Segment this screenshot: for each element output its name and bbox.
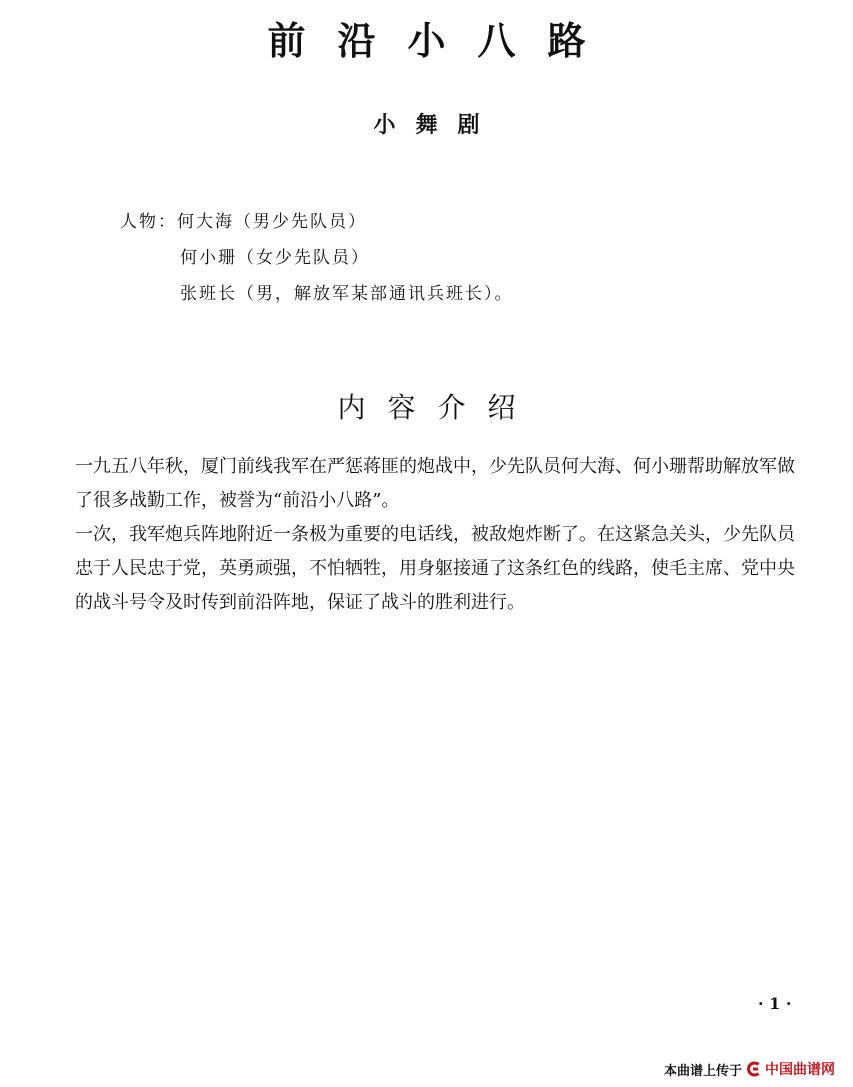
character-row <box>120 204 514 240</box>
page-title: 前沿小八路 <box>267 19 618 63</box>
page-number <box>758 994 791 1013</box>
characters-label: 人物： <box>120 212 177 232</box>
section-heading: 内容介绍 <box>337 391 538 424</box>
character-entry: 何小珊（女少先队员） <box>180 248 370 268</box>
character-row <box>120 276 514 312</box>
page-number-value: 1 <box>769 994 781 1013</box>
bullet-icon: · <box>785 994 792 1013</box>
character-row <box>120 240 514 276</box>
bullet-icon: · <box>758 994 764 1013</box>
page-subtitle: 小舞剧 <box>373 113 500 138</box>
upload-footer <box>664 1058 849 1080</box>
intro-paragraph: 一次，我军炮兵阵地附近一条极为重要的电话线，被敌炮炸断了。在这紧急关头，少先队员忠于人民忠于党，英勇顽强，不怕牺牲，用身躯接通了这条红色的线路，使毛主席、党中央的战斗号令及时传到前沿阵地，保证了战斗的胜利进行。 <box>75 524 795 613</box>
character-list <box>120 204 514 312</box>
footer-label: 本曲谱上传于 <box>664 1063 743 1079</box>
character-entry: 张班长（男，解放军某部通讯兵班长）。 <box>180 284 514 304</box>
footer-site-name[interactable]: 中国曲谱网 <box>765 1062 836 1078</box>
red-c-logo-icon <box>746 1061 762 1077</box>
character-entry: 何大海（男少先队员） <box>177 212 367 232</box>
intro-paragraph: 一九五八年秋，厦门前线我军在严惩蒋匪的炮战中，少先队员何大海、何小珊帮助解放军做了很多战勤工作，被誉为“前沿小八路”。 <box>75 456 795 511</box>
intro-text <box>75 450 795 620</box>
